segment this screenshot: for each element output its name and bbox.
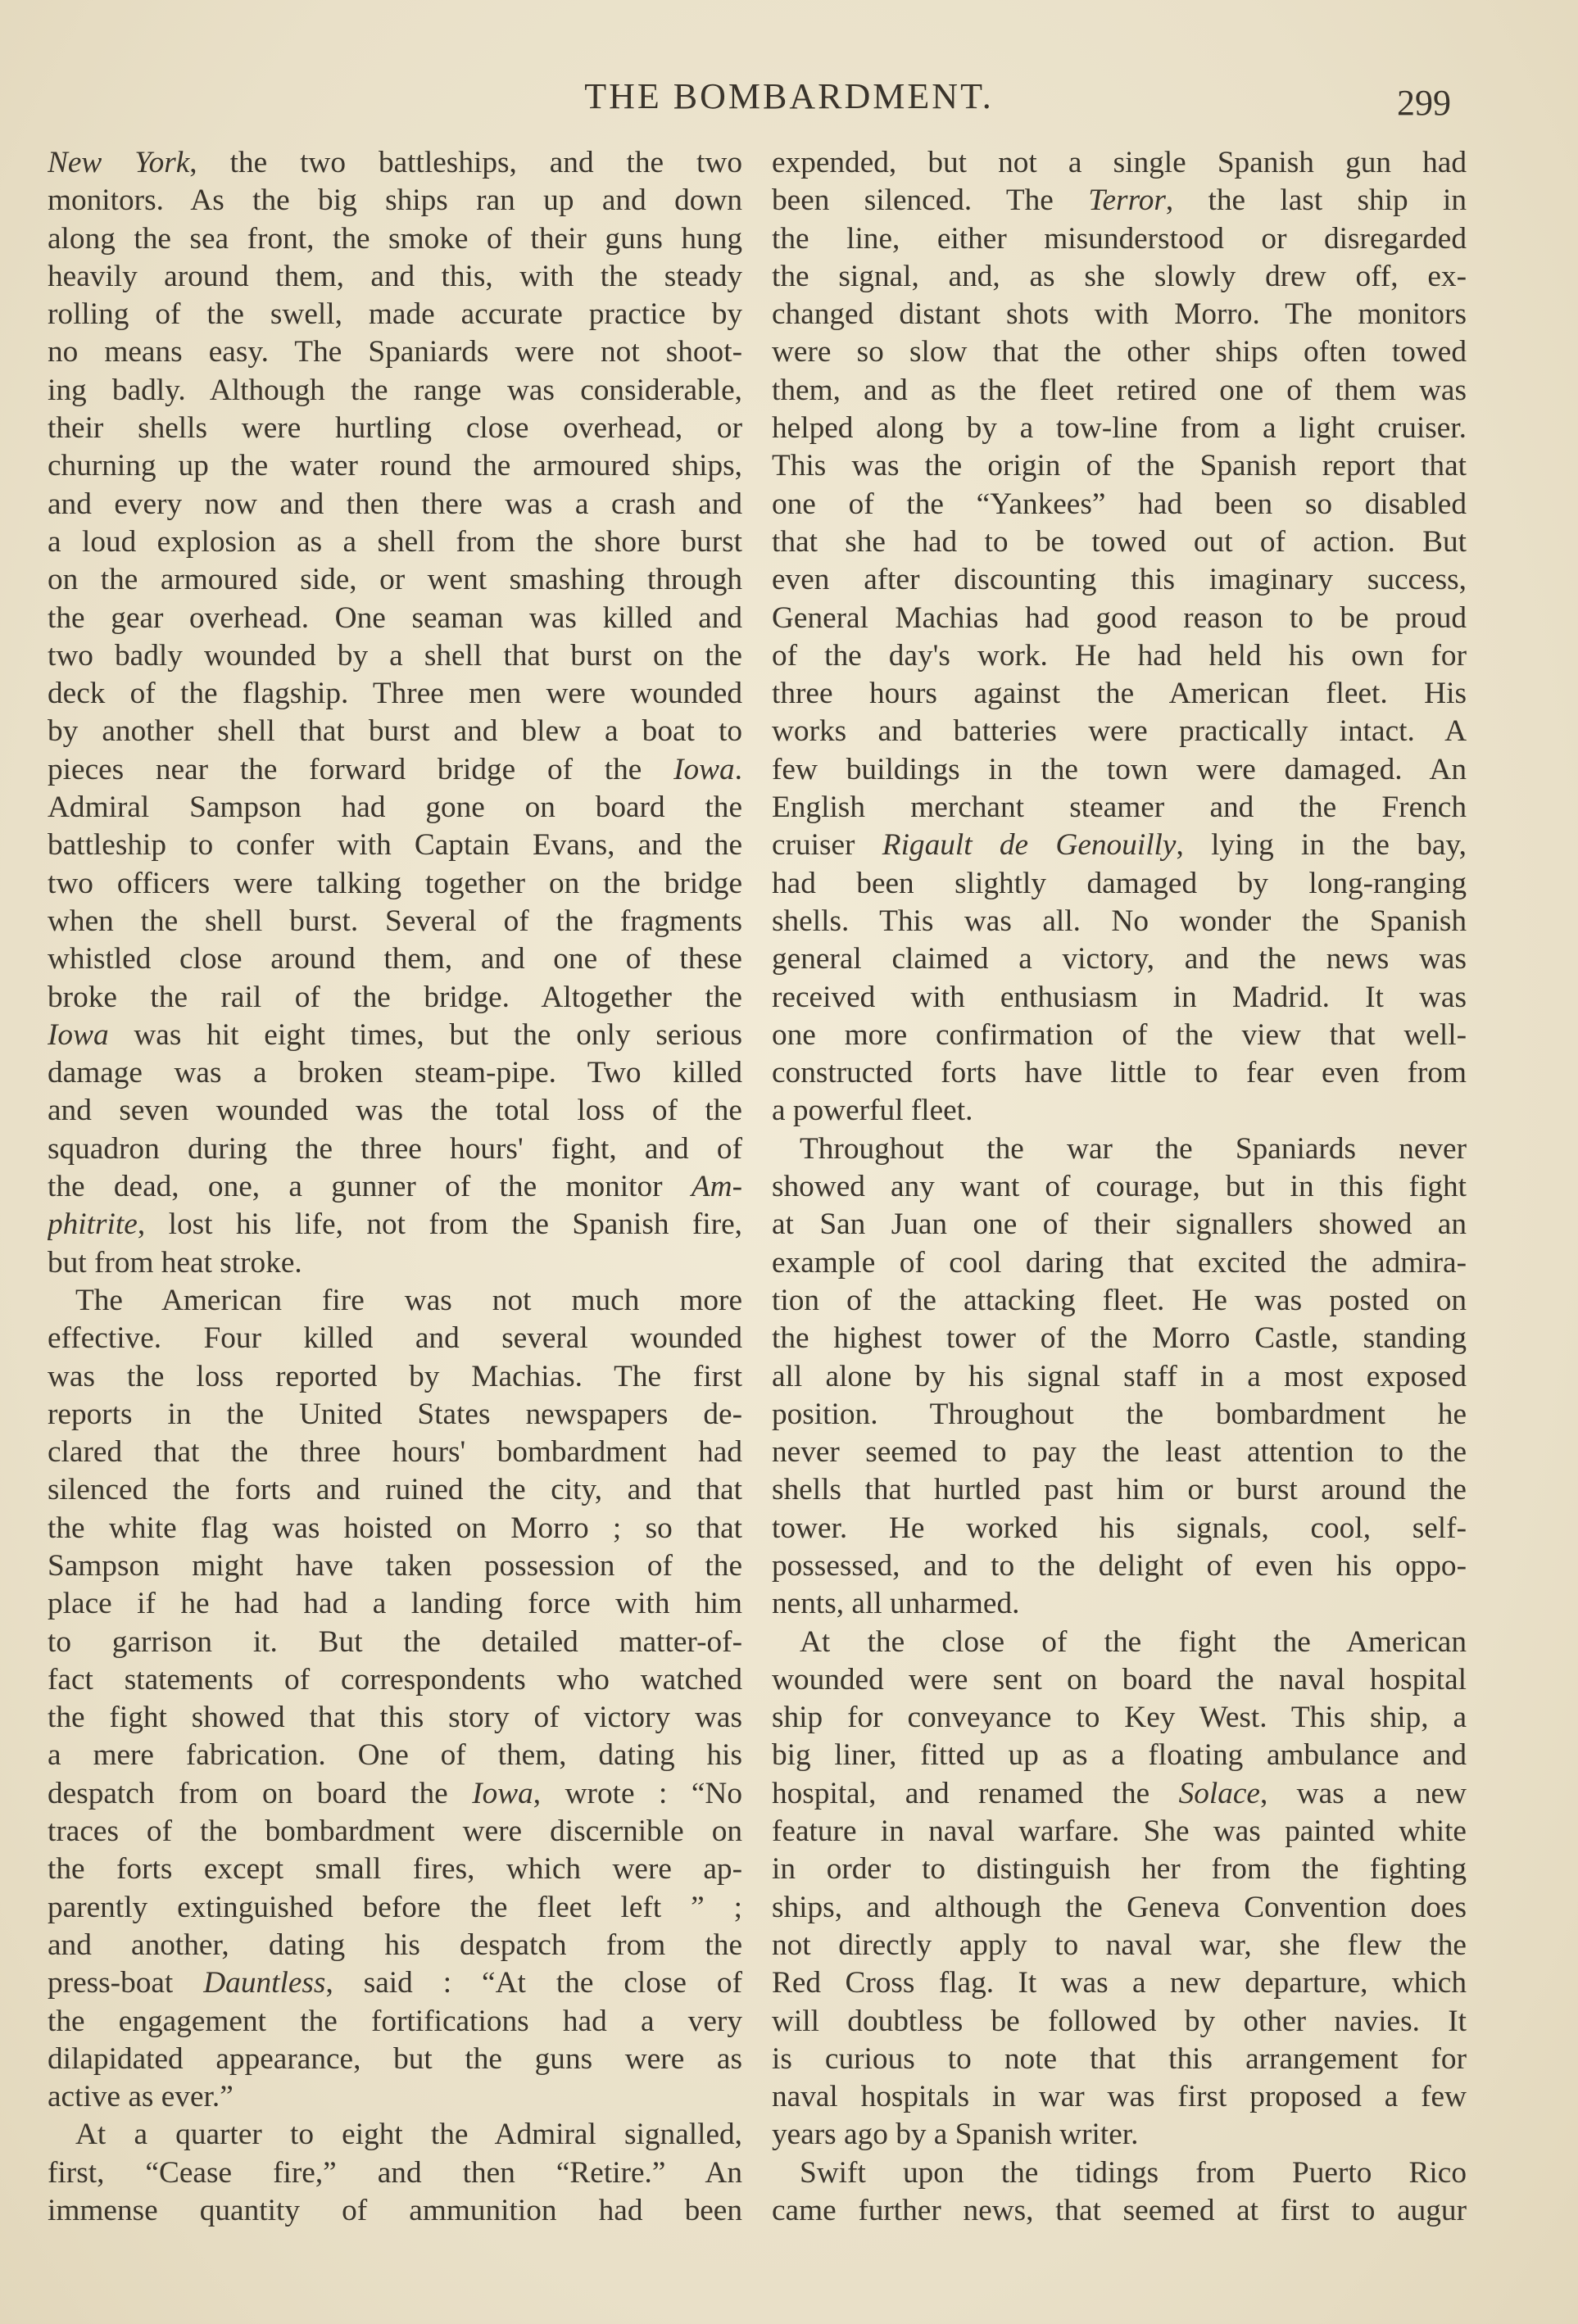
text-segment: constructed forts have little to fear even from [772,1056,1467,1090]
text-segment: active as ever.” [48,2080,234,2114]
text-line [772,182,1467,220]
text-line [48,561,742,599]
text-line [772,1624,1467,1661]
text-line [772,865,1467,903]
text-line [48,979,742,1017]
text-segment: had been slightly damaged by long-ranging [772,866,1467,900]
text-segment: and another, dating his despatch from the [48,1928,742,1962]
text-segment: the forts except small fires, which were ap- [48,1852,742,1887]
text-line [772,1130,1467,1168]
text-line [48,1054,742,1092]
text-line [48,2116,742,2154]
text-segment: a loud explosion as a shell from the shore burst [48,524,742,559]
text-segment: three hours against the American fleet. His [772,677,1467,711]
italic-text: Dauntless [203,1966,326,2000]
text-line [48,1168,742,1206]
text-line [48,447,742,485]
text-segment: but from heat stroke. [48,1245,302,1280]
text-segment: changed distant shots with Morro. The monitors [772,297,1467,332]
text-segment: At the close of the fight the American [800,1624,1467,1659]
text-segment: two badly wounded by a shell that burst on the [48,638,742,673]
text-segment: , was a new [1259,1776,1467,1810]
text-segment: possessed, and to the delight of even his oppo- [772,1548,1467,1583]
italic-text: Iowa [48,1017,109,1052]
text-segment: Throughout the war the Spaniards never [800,1131,1467,1166]
text-line [772,220,1467,258]
text-segment: been silenced. The [772,183,1089,218]
text-line [772,2192,1467,2230]
text-segment: one more confirmation of the view that well- [772,1017,1467,1052]
text-segment: position. Throughout the bombardment he [772,1397,1467,1431]
text-line [48,182,742,220]
text-line [48,675,742,713]
text-segment: received with enthusiasm in Madrid. It was [772,980,1467,1014]
text-segment: when the shell burst. Several of the fragments [48,904,742,938]
text-segment: dilapidated appearance, but the guns were as [48,2041,742,2076]
text-segment: a powerful fleet. [772,1094,973,1128]
text-line [772,1964,1467,2002]
text-line [772,1244,1467,1282]
text-segment: not directly apply to naval war, she flew the [772,1928,1467,1962]
text-line [48,1244,742,1282]
text-line [48,220,742,258]
text-segment: squadron during the three hours' fight, and of [48,1131,742,1166]
text-segment: shells. This was all. No wonder the Spanish [772,904,1467,938]
italic-text: Am- [691,1170,742,1204]
text-segment: to garrison it. But the detailed matter-of- [48,1624,742,1659]
text-line [772,410,1467,447]
text-line [48,486,742,523]
text-line [48,2192,742,2230]
text-line [48,372,742,410]
text-segment: , said : “At the close of [325,1966,742,2000]
text-segment: was the loss reported by Machias. The first [48,1359,742,1393]
text-segment: their shells were hurtling close overhead, or [48,411,742,446]
text-line [772,903,1467,940]
text-line [48,1964,742,2002]
text-segment: cruiser [772,828,882,863]
text-segment: at San Juan one of their signallers showed an [772,1207,1467,1242]
text-line [772,1851,1467,1888]
text-line [772,1092,1467,1130]
text-segment: , the two battleships, and the two [189,146,742,179]
text-line [48,1206,742,1244]
text-segment: one of the “Yankees” had been so disabled [772,487,1467,521]
text-segment: Admiral Sampson had gone on board the [48,791,742,825]
text-line [48,333,742,371]
text-line [48,827,742,864]
text-line [48,1017,742,1054]
text-line [48,1471,742,1509]
italic-text: Terror [1088,183,1166,218]
text-segment: broke the rail of the bridge. Altogether the [48,980,742,1014]
text-line [772,1927,1467,1964]
text-segment: was hit eight times, but the only serious [108,1017,742,1052]
italic-text: Solace [1178,1776,1260,1810]
italic-text: Rigault de Genouilly [882,828,1177,863]
text-segment: parently extinguished before the fleet left ” ; [48,1890,742,1924]
text-line [48,1661,742,1699]
text-segment: of the day's work. He had held his own for [772,638,1467,673]
text-line [48,1092,742,1130]
text-line [772,561,1467,599]
text-segment: in order to distinguish her from the fighting [772,1852,1467,1887]
text-segment: never seemed to pay the least attention to the [772,1435,1467,1470]
text-line [772,979,1467,1017]
text-line [48,1813,742,1851]
text-line [772,1661,1467,1699]
text-segment: immense quantity of ammunition had been [48,2194,742,2228]
text-segment: ship for conveyance to Key West. This ship, a [772,1701,1467,1735]
text-segment: press-boat [48,1966,204,2000]
text-line [772,1054,1467,1092]
text-line [48,144,742,182]
text-line [48,1927,742,1964]
text-segment: the engagement the fortifications had a very [48,2004,742,2038]
text-line [48,600,742,637]
text-line [48,865,742,903]
text-line [48,789,742,827]
text-segment: rolling of the swell, made accurate practice by [48,297,742,332]
text-line [48,2078,742,2116]
text-line [48,258,742,296]
page-number: 299 [1397,83,1451,123]
text-line [48,940,742,978]
text-line [772,1282,1467,1320]
text-line [772,1168,1467,1206]
text-line [772,144,1467,182]
text-line [772,1434,1467,1471]
text-line [772,372,1467,410]
text-line [48,1737,742,1774]
text-segment: despatch from on board the [48,1776,473,1810]
text-segment: Swift upon the tidings from Puerto Rico [800,2155,1467,2190]
text-segment: , lying in the bay, [1176,828,1467,863]
text-line [772,523,1467,561]
text-line [772,2003,1467,2041]
text-segment: no means easy. The Spaniards were not shoot- [48,335,742,369]
text-line [48,637,742,675]
text-line [772,1206,1467,1244]
text-segment: traces of the bombardment were discernible on [48,1814,742,1849]
text-line [772,1017,1467,1054]
text-segment: years ago by a Spanish writer. [772,2118,1139,2152]
text-segment: , lost his life, not from the Spanish fire, [137,1207,742,1242]
text-segment: tion of the attacking fleet. He was posted on [772,1283,1467,1317]
text-segment: fact statements of correspondents who watched [48,1662,742,1697]
text-line [772,751,1467,789]
text-segment: , the last ship in [1165,183,1467,218]
text-segment: big liner, fitted up as a floating ambulance and [772,1738,1467,1773]
text-line [772,1889,1467,1927]
text-segment: first, “Cease fire,” and then “Retire.” An [48,2155,742,2190]
text-line [772,1775,1467,1813]
text-line [772,2116,1467,2154]
text-segment: feature in naval warfare. She was painted white [772,1814,1467,1849]
text-segment: were so slow that the other ships often towed [772,335,1467,369]
running-head: THE BOMBARDMENT. [584,76,994,116]
text-line [48,1358,742,1396]
text-segment: churning up the water round the armoured ships, [48,449,742,483]
text-segment: English merchant steamer and the French [772,791,1467,825]
text-line [48,1396,742,1434]
text-segment: Red Cross flag. It was a new departure, which [772,1966,1467,2000]
text-segment: deck of the flagship. Three men were wounded [48,677,742,711]
text-segment: ships, and although the Geneva Convention does [772,1890,1467,1924]
italic-text: Iowa [472,1776,533,1810]
text-segment: by another shell that burst and blew a boat to [48,714,742,749]
text-segment: the line, either misunderstood or disregarded [772,221,1467,256]
text-line [48,1547,742,1585]
text-segment: the white flag was hoisted on Morro ; so that [48,1511,742,1545]
text-segment: The American fire was not much more [75,1283,742,1317]
text-segment: all alone by his signal staff in a most exposed [772,1359,1467,1393]
text-line [772,1813,1467,1851]
text-segment: whistled close around them, and one of these [48,942,742,976]
text-line [772,827,1467,864]
text-segment: them, and as the fleet retired one of them was [772,373,1467,407]
text-segment: the dead, one, a gunner of the monitor [48,1170,692,1204]
italic-text: New York [48,146,190,179]
text-line [48,751,742,789]
text-line [772,1585,1467,1623]
italic-text: phitrite [48,1207,138,1242]
text-segment: reports in the United States newspapers de- [48,1397,742,1431]
text-line [772,2154,1467,2192]
text-line [772,1510,1467,1547]
text-segment: naval hospitals in war was first proposed a few [772,2080,1467,2114]
text-line [48,523,742,561]
text-line [772,789,1467,827]
text-line [772,713,1467,750]
text-line [772,1737,1467,1774]
text-line [48,713,742,750]
text-line [48,1434,742,1471]
text-line [48,410,742,447]
text-segment: General Machias had good reason to be proud [772,600,1467,635]
text-segment: This was the origin of the Spanish report that [772,449,1467,483]
text-segment: along the sea front, the smoke of their guns hung [48,221,742,256]
text-line [48,1624,742,1661]
text-segment: Sampson might have taken possession of the [48,1548,742,1583]
left-column [48,144,742,2230]
text-line [48,1851,742,1888]
text-segment: few buildings in the town were damaged. An [772,752,1467,786]
text-segment: a mere fabrication. One of them, dating his [48,1738,742,1773]
text-segment: shells that hurtled past him or burst around the [772,1473,1467,1507]
text-segment: two officers were talking together on the bridge [48,866,742,900]
text-line [48,903,742,940]
text-line [772,600,1467,637]
text-segment: monitors. As the big ships ran up and down [48,183,742,218]
text-segment: the signal, and, as she slowly drew off, ex- [772,259,1467,293]
text-line [772,486,1467,523]
text-line [772,1471,1467,1509]
text-segment: expended, but not a single Spanish gun had [772,146,1467,179]
text-segment: works and batteries were practically intact. A [772,714,1467,749]
text-segment: example of cool daring that excited the admira- [772,1245,1467,1280]
text-line [772,296,1467,333]
text-segment: helped along by a tow-line from a light cruiser. [772,411,1467,446]
text-line [772,333,1467,371]
text-line [48,1585,742,1623]
text-line [772,1358,1467,1396]
text-segment: nents, all unharmed. [772,1587,1020,1621]
text-line [772,447,1467,485]
text-line [48,296,742,333]
text-segment: and seven wounded was the total loss of the [48,1094,742,1128]
text-line [772,2078,1467,2116]
text-segment: will doubtless be followed by other navies. It [772,2004,1467,2038]
text-segment: on the armoured side, or went smashing through [48,563,742,597]
text-line [48,1320,742,1357]
text-line [48,1889,742,1927]
text-segment: is curious to note that this arrangement for [772,2041,1467,2076]
text-segment: . [734,752,742,786]
text-segment: the fight showed that this story of victory was [48,1701,742,1735]
text-segment: and every now and then there was a crash and [48,487,742,521]
text-segment: clared that the three hours' bombardment had [48,1435,742,1470]
italic-text: Iowa [673,752,735,786]
text-line [48,1282,742,1320]
text-line [772,1396,1467,1434]
text-segment: ing badly. Although the range was considerable, [48,373,742,407]
text-segment: , wrote : “No [533,1776,742,1810]
text-segment: the highest tower of the Morro Castle, standing [772,1321,1467,1356]
text-line [48,2154,742,2192]
text-line [772,1547,1467,1585]
text-segment: effective. Four killed and several wounded [48,1321,742,1356]
text-segment: heavily around them, and this, with the steady [48,259,742,293]
text-segment: pieces near the forward bridge of the [48,752,674,786]
text-line [48,1699,742,1737]
text-segment: showed any want of courage, but in this fight [772,1170,1467,1204]
text-line [48,1775,742,1813]
text-segment: place if he had had a landing force with him [48,1587,742,1621]
text-segment: the gear overhead. One seaman was killed and [48,600,742,635]
text-segment: silenced the forts and ruined the city, and that [48,1473,742,1507]
text-segment: At a quarter to eight the Admiral signalled, [75,2118,742,2152]
text-segment: tower. He worked his signals, cool, self- [772,1511,1467,1545]
right-column [772,144,1467,2230]
text-segment: damage was a broken steam-pipe. Two killed [48,1056,742,1090]
text-segment: hospital, and renamed the [772,1776,1179,1810]
text-line [772,940,1467,978]
text-line [48,1510,742,1547]
text-line [48,2003,742,2041]
text-segment: even after discounting this imaginary success, [772,563,1467,597]
text-line [772,675,1467,713]
text-line [772,258,1467,296]
text-segment: battleship to confer with Captain Evans, and the [48,828,742,863]
text-line [48,2041,742,2078]
text-segment: came further news, that seemed at first to augur [772,2194,1467,2228]
text-line [772,1320,1467,1357]
text-line [772,1699,1467,1737]
text-segment: that she had to be towed out of action. But [772,524,1467,559]
text-segment: wounded were sent on board the naval hospital [772,1662,1467,1697]
text-line [772,2041,1467,2078]
text-segment: general claimed a victory, and the news was [772,942,1467,976]
text-line [48,1130,742,1168]
text-line [772,637,1467,675]
